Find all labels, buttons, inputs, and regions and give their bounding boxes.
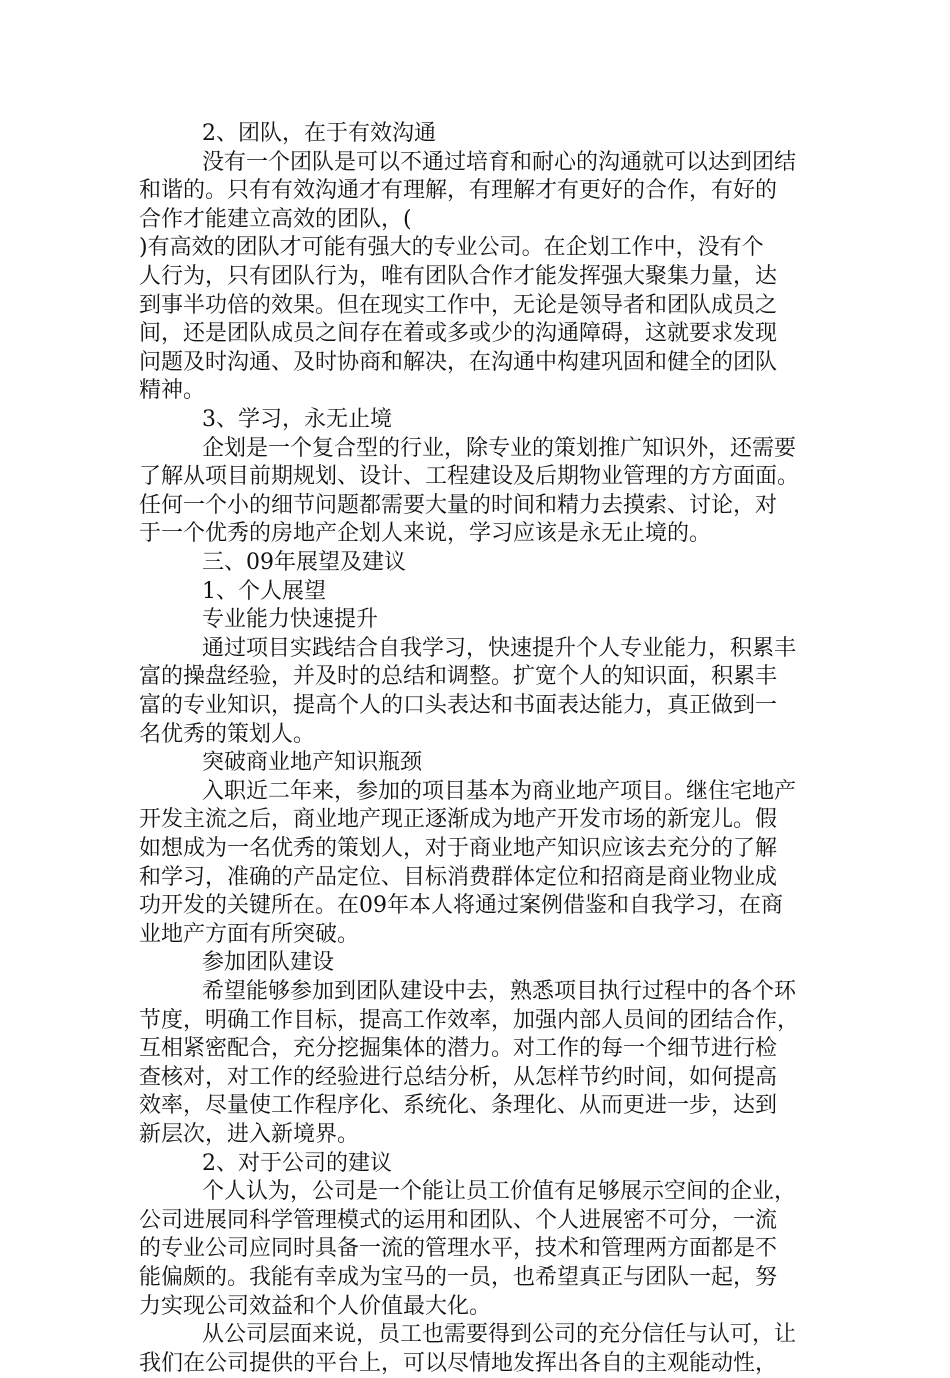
- text-line: 和谐的。只有有效沟通才有理解，有理解才有更好的合作，有好的: [139, 178, 778, 204]
- text-line: 富的专业知识，提高个人的口头表达和书面表达能力，真正做到一: [139, 693, 778, 718]
- text-line: 精神。: [139, 378, 206, 404]
- text-line: 从公司层面来说，员工也需要得到公司的充分信任与认可，让: [202, 1322, 797, 1348]
- text-line: 问题及时沟通、及时协商和解决，在沟通中构建巩固和健全的团队: [139, 349, 778, 375]
- text-line: 任何一个小的细节问题都需要大量的时间和精力去摸索、讨论，对: [139, 492, 778, 518]
- text-line: 到事半功倍的效果。但在现实工作中，无论是领导者和团队成员之: [139, 292, 778, 318]
- text-line: 个人认为，公司是一个能让员工价值有足够展示空间的企业，: [202, 1179, 797, 1205]
- text-line: 了解从项目前期规划、设计、工程建设及后期物业管理的方方面面。: [139, 464, 800, 490]
- text-line: 效率，尽量使工作程序化、系统化、条理化、从而更进一步，达到: [139, 1093, 778, 1119]
- text-line: 没有一个团队是可以不通过培育和耐心的沟通就可以达到团结: [202, 149, 797, 175]
- text-line: 节度，明确工作目标，提高工作效率，加强内部人员间的团结合作，: [139, 1007, 800, 1033]
- text-line: )有高效的团队才可能有强大的专业公司。在企划工作中，没有个: [139, 235, 764, 261]
- text-line: 查核对，对工作的经验进行总结分析，从怎样节约时间，如何提高: [139, 1064, 778, 1090]
- text-line: 突破商业地产知识瓶颈: [202, 750, 423, 776]
- text-line: 我们在公司提供的平台上，可以尽情地发挥出各自的主观能动性，: [139, 1350, 778, 1376]
- text-line: 参加团队建设: [202, 950, 335, 976]
- text-line: 力实现公司效益和个人价值最大化。: [139, 1293, 492, 1319]
- text-line: 三、09年展望及建议: [202, 550, 406, 575]
- text-line: 希望能够参加到团队建设中去，熟悉项目执行过程中的各个环: [202, 979, 797, 1004]
- text-line: 通过项目实践结合自我学习，快速提升个人专业能力，积累丰: [202, 635, 797, 661]
- text-line: 公司进展同科学管理模式的运用和团队、个人进展密不可分，一流: [139, 1207, 778, 1233]
- text-line: 1、个人展望: [202, 578, 326, 604]
- text-line: 企划是一个复合型的行业，除专业的策划推广知识外，还需要: [202, 435, 797, 461]
- text-line: 2、对于公司的建议: [202, 1150, 392, 1176]
- text-line: 3、学习，永无止境: [202, 407, 392, 432]
- text-line: 业地产方面有所突破。: [139, 921, 360, 947]
- text-line: 名优秀的策划人。: [139, 721, 316, 747]
- text-line: 的专业公司应同时具备一流的管理水平，技术和管理两方面都是不: [139, 1236, 778, 1262]
- text-line: 间，还是团队成员之间存在着或多或少的沟通障碍，这就要求发现: [139, 321, 778, 347]
- text-line: 开发主流之后，商业地产现正逐渐成为地产开发市场的新宠儿。假: [139, 807, 778, 833]
- text-line: 能偏颇的。我能有幸成为宝马的一员，也希望真正与团队一起，努: [139, 1265, 778, 1290]
- text-line: 功开发的关键所在。在09年本人将通过案例借鉴和自我学习，在商: [139, 893, 783, 919]
- text-line: 入职近二年来，参加的项目基本为商业地产项目。继住宅地产: [202, 778, 797, 804]
- text-line: 人行为，只有团队行为，唯有团队合作才能发挥强大聚集力量，达: [139, 264, 778, 289]
- text-line: 如想成为一名优秀的策划人，对于商业地产知识应该去充分的了解: [139, 836, 778, 861]
- text-line: 专业能力快速提升: [202, 607, 379, 633]
- text-line: 和学习，准确的产品定位、目标消费群体定位和招商是商业物业成: [139, 864, 778, 890]
- text-line: 于一个优秀的房地产企划人来说，学习应该是永无止境的。: [139, 521, 712, 547]
- text-line: 富的操盘经验，并及时的总结和调整。扩宽个人的知识面，积累丰: [139, 664, 778, 690]
- text-line: 合作才能建立高效的团队，(: [139, 206, 412, 232]
- text-line: 新层次，进入新境界。: [139, 1122, 360, 1147]
- text-line: 2、团队，在于有效沟通: [202, 121, 436, 146]
- text-line: 互相紧密配合，充分挖掘集体的潜力。对工作的每一个细节进行检: [139, 1036, 778, 1062]
